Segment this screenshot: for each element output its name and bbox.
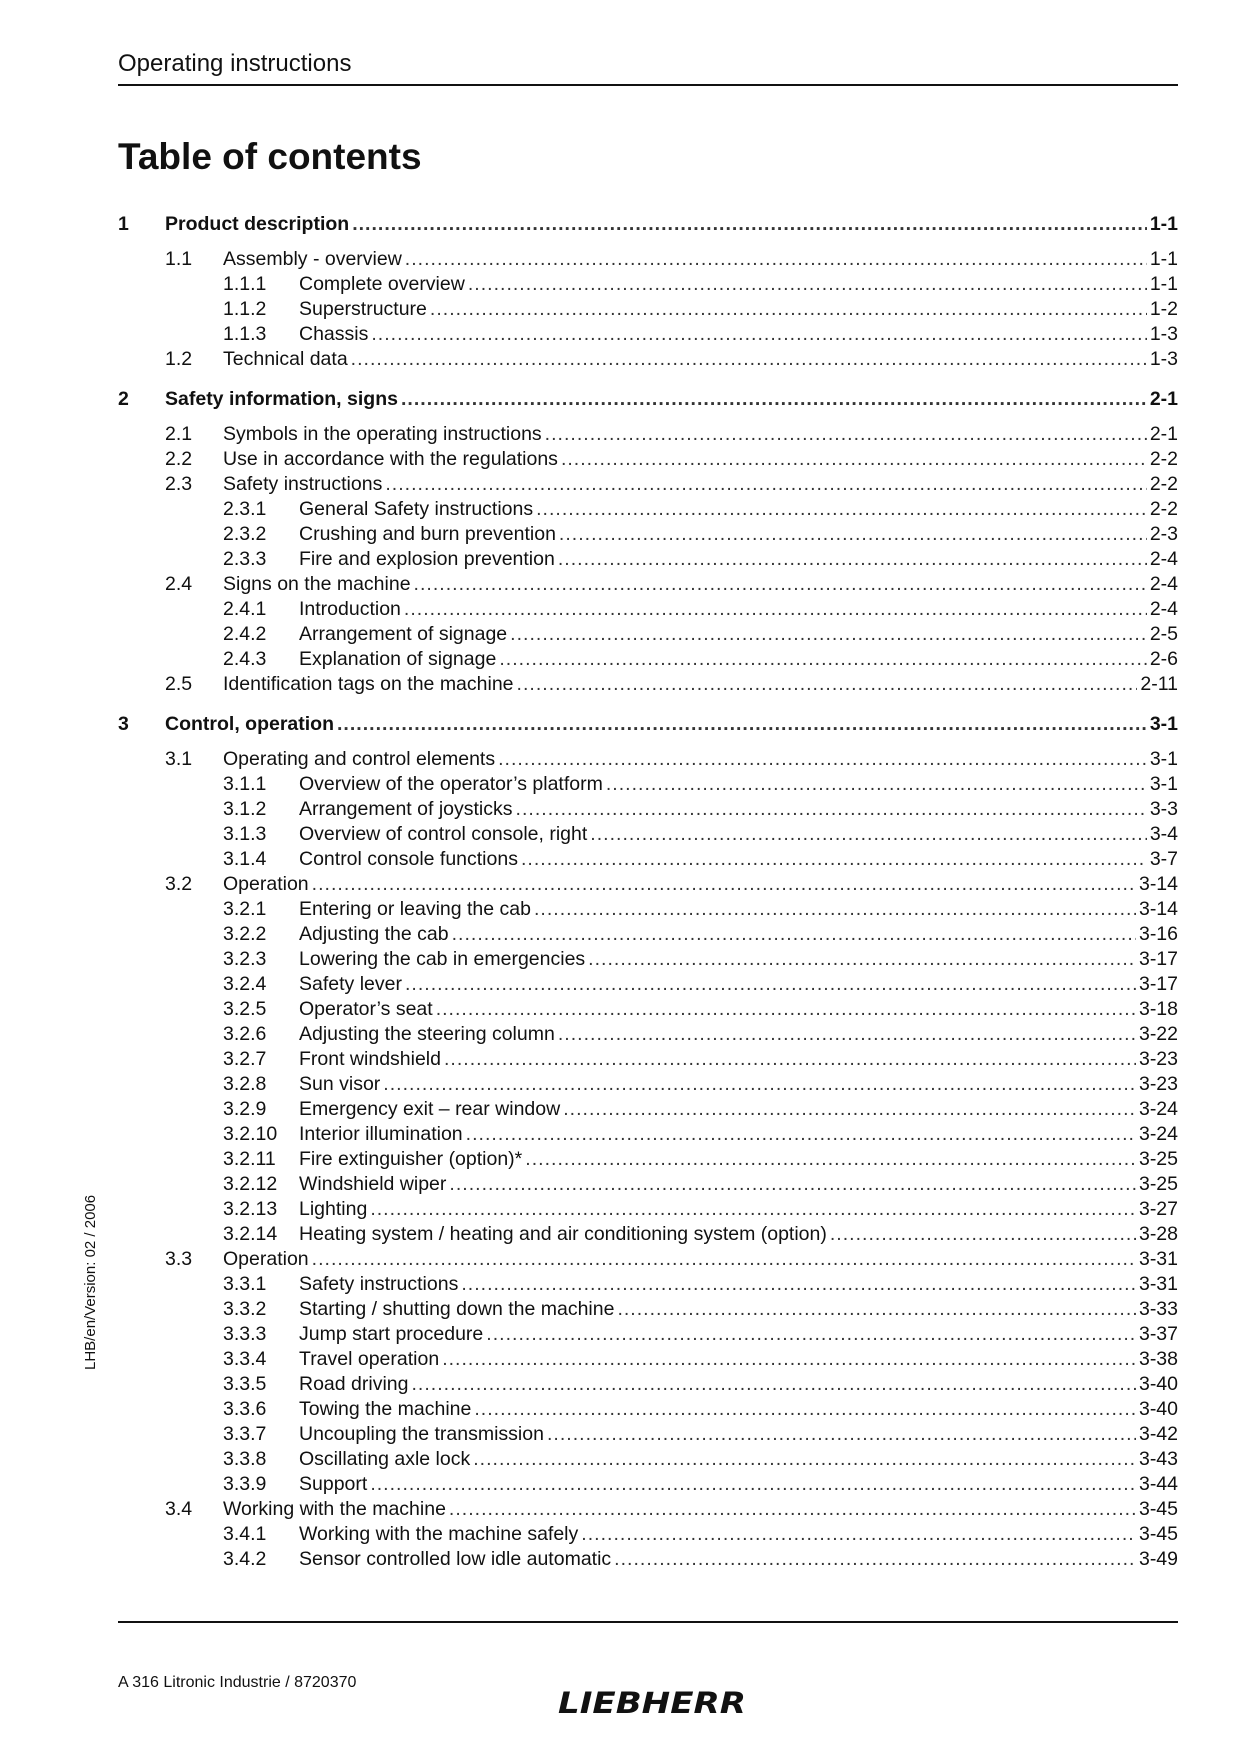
toc-entry-page: 3-27: [1138, 1198, 1178, 1220]
toc-entry-title: Product description: [165, 213, 350, 235]
toc-entry-number: 3.2.11: [223, 1148, 276, 1170]
toc-section-entry[interactable]: [118, 472, 1178, 497]
toc-entry-title: Support: [299, 1473, 368, 1495]
dot-leader: [558, 1022, 1136, 1047]
toc-entry-number: 3.4: [165, 1498, 193, 1520]
toc-entry-number: 3.2.3: [223, 948, 267, 970]
toc-entry-number: 1.1: [165, 248, 193, 270]
toc-section-entry[interactable]: [118, 872, 1178, 897]
dot-leader: [405, 972, 1136, 997]
toc-entry-title: Identification tags on the machine: [223, 673, 514, 695]
dot-leader: [404, 597, 1147, 622]
toc-entry-page: 2-4: [1149, 548, 1178, 570]
toc-entry-page: 3-33: [1138, 1298, 1178, 1320]
toc-section-entry[interactable]: [118, 347, 1178, 372]
toc-entry-title: Assembly - overview: [223, 248, 402, 270]
toc-subsection-entry[interactable]: [118, 597, 1178, 622]
toc-entry-title: Complete overview: [299, 273, 465, 295]
toc-entry-number: 3.2.4: [223, 973, 267, 995]
dot-leader: [401, 387, 1147, 412]
toc-entry-number: 3.2.13: [223, 1198, 278, 1220]
dot-leader: [449, 1497, 1136, 1522]
toc-entry-page: 2-2: [1149, 498, 1178, 520]
toc-entry-page: 2-1: [1149, 423, 1178, 445]
toc-subsection-entry[interactable]: [118, 847, 1178, 872]
toc-entry-title: Arrangement of joysticks: [299, 798, 513, 820]
toc-subsection-entry[interactable]: [118, 497, 1178, 522]
dot-leader: [312, 872, 1136, 897]
toc-entry-number: 3.1.3: [223, 823, 267, 845]
dot-leader: [452, 922, 1136, 947]
dot-leader: [436, 997, 1136, 1022]
toc-entry-title: Control console functions: [299, 848, 518, 870]
toc-entry-page: 2-2: [1149, 448, 1178, 470]
toc-subsection-entry[interactable]: [118, 297, 1178, 322]
toc-entry-title: Front windshield: [299, 1048, 441, 1070]
logo-wordmark: LIEBHERR: [558, 1687, 746, 1717]
toc-entry-page: 3-17: [1138, 948, 1178, 970]
toc-entry-page: 3-45: [1138, 1523, 1178, 1545]
toc-entry-title: Road driving: [299, 1373, 409, 1395]
dot-leader: [581, 1522, 1136, 1547]
toc-subsection-entry[interactable]: [118, 1547, 1178, 1572]
toc-chapter-heading[interactable]: [118, 212, 1178, 237]
table-of-contents: [118, 212, 1178, 1587]
toc-entry-title: Windshield wiper: [299, 1173, 447, 1195]
toc-entry-page: 3-1: [1149, 713, 1178, 735]
toc-entry-page: 3-23: [1138, 1048, 1178, 1070]
dot-leader: [430, 297, 1147, 322]
toc-subsection-entry[interactable]: [118, 1447, 1178, 1472]
toc-subsection-entry[interactable]: [118, 1047, 1178, 1072]
dot-leader: [385, 472, 1146, 497]
toc-entry-number: 1.1.3: [223, 323, 267, 345]
toc-entry-page: 2-4: [1149, 598, 1178, 620]
dot-leader: [383, 1072, 1136, 1097]
toc-entry-title: Entering or leaving the cab: [299, 898, 531, 920]
toc-entry-page: 3-43: [1138, 1448, 1178, 1470]
dot-leader: [312, 1247, 1136, 1272]
dot-leader: [337, 712, 1147, 737]
toc-chapter-heading[interactable]: [118, 712, 1178, 737]
toc-entry-number: 3: [118, 713, 129, 735]
toc-subsection-entry[interactable]: [118, 522, 1178, 547]
toc-entry-title: Operation: [223, 873, 309, 895]
toc-entry-page: 3-1: [1149, 773, 1178, 795]
dot-leader: [442, 1347, 1136, 1372]
toc-entry-number: 1.1.2: [223, 298, 267, 320]
dot-leader: [558, 547, 1147, 572]
toc-entry-title: Working with the machine: [223, 1498, 446, 1520]
toc-entry-number: 3.1.2: [223, 798, 267, 820]
toc-entry-page: 3-25: [1138, 1173, 1178, 1195]
toc-subsection-entry[interactable]: [118, 647, 1178, 672]
toc-entry-page: 1-3: [1149, 348, 1178, 370]
toc-entry-title: Lowering the cab in emergencies: [299, 948, 586, 970]
dot-leader: [561, 447, 1147, 472]
toc-entry-page: 3-16: [1138, 923, 1178, 945]
toc-entry-number: 3.3.5: [223, 1373, 267, 1395]
toc-entry-number: 2.4.2: [223, 623, 267, 645]
toc-subsection-entry[interactable]: [118, 1272, 1178, 1297]
toc-entry-title: Technical data: [223, 348, 348, 370]
toc-entry-title: Jump start procedure: [299, 1323, 484, 1345]
toc-subsection-entry[interactable]: [118, 322, 1178, 347]
toc-chapter-2: [118, 387, 1178, 697]
toc-entry-title: Fire and explosion prevention: [299, 548, 555, 570]
toc-entry-title: Uncoupling the transmission: [299, 1423, 544, 1445]
toc-section-entry[interactable]: [118, 747, 1178, 772]
dot-leader: [370, 1197, 1136, 1222]
dot-leader: [563, 1097, 1136, 1122]
toc-entry-page: 3-44: [1138, 1473, 1178, 1495]
toc-entry-page: 3-31: [1138, 1273, 1178, 1295]
toc-entry-number: 3.3: [165, 1248, 193, 1270]
toc-chapter-heading[interactable]: [118, 387, 1178, 412]
toc-entry-number: 2.1: [165, 423, 193, 445]
running-header: Operating instructions: [118, 50, 352, 77]
dot-leader: [370, 1472, 1136, 1497]
dot-leader: [499, 647, 1146, 672]
toc-entry-number: 3.2.9: [223, 1098, 267, 1120]
toc-entry-page: 3-25: [1138, 1148, 1178, 1170]
toc-subsection-entry[interactable]: [118, 1472, 1178, 1497]
toc-subsection-entry[interactable]: [118, 1397, 1178, 1422]
toc-chapter-3: [118, 712, 1178, 1572]
toc-entry-title: Overview of control console, right: [299, 823, 588, 845]
toc-section-entry[interactable]: [118, 247, 1178, 272]
dot-leader: [547, 1422, 1136, 1447]
toc-subsection-entry[interactable]: [118, 1122, 1178, 1147]
dot-leader: [371, 322, 1146, 347]
toc-entry-title: Sun visor: [299, 1073, 381, 1095]
toc-entry-number: 2.4.1: [223, 598, 267, 620]
toc-entry-page: 1-1: [1149, 213, 1178, 235]
dot-leader: [525, 1147, 1136, 1172]
toc-entry-number: 3.2.5: [223, 998, 267, 1020]
toc-entry-title: Use in accordance with the regulations: [223, 448, 558, 470]
dot-leader: [545, 422, 1147, 447]
toc-entry-page: 3-37: [1138, 1323, 1178, 1345]
dot-leader: [351, 347, 1147, 372]
toc-section-entry[interactable]: [118, 447, 1178, 472]
toc-entry-title: Travel operation: [299, 1348, 440, 1370]
toc-entry-title: Oscillating axle lock: [299, 1448, 471, 1470]
toc-subsection-entry[interactable]: [118, 1522, 1178, 1547]
toc-entry-page: 2-3: [1149, 523, 1178, 545]
toc-entry-page: 3-14: [1138, 873, 1178, 895]
dot-leader: [444, 1047, 1136, 1072]
toc-entry-page: 3-3: [1149, 798, 1178, 820]
toc-entry-page: 3-7: [1149, 848, 1178, 870]
dot-leader: [521, 847, 1147, 872]
toc-subsection-entry[interactable]: [118, 972, 1178, 997]
toc-entry-title: General Safety instructions: [299, 498, 534, 520]
toc-entry-number: 3.3.9: [223, 1473, 267, 1495]
toc-entry-number: 3.2.12: [223, 1173, 278, 1195]
toc-entry-number: 3.2.7: [223, 1048, 267, 1070]
toc-entry-number: 1: [118, 213, 129, 235]
toc-entry-title: Safety information, signs: [165, 388, 398, 410]
toc-entry-number: 2.3.2: [223, 523, 267, 545]
toc-entry-page: 3-49: [1138, 1548, 1178, 1570]
dot-leader: [588, 947, 1136, 972]
toc-entry-page: 2-2: [1149, 473, 1178, 495]
toc-entry-number: 3.3.2: [223, 1298, 267, 1320]
toc-entry-number: 3.2.6: [223, 1023, 267, 1045]
toc-section-entry[interactable]: [118, 672, 1178, 697]
toc-entry-page: 2-11: [1140, 673, 1178, 695]
page-title: Table of contents: [118, 136, 422, 177]
toc-subsection-entry[interactable]: [118, 797, 1178, 822]
toc-section-entry[interactable]: [118, 1247, 1178, 1272]
toc-entry-page: 3-1: [1149, 748, 1178, 770]
toc-subsection-entry[interactable]: [118, 822, 1178, 847]
toc-entry-number: 3.2: [165, 873, 193, 895]
toc-entry-number: 3.4.2: [223, 1548, 267, 1570]
toc-entry-page: 3-28: [1138, 1223, 1178, 1245]
toc-entry-page: 1-1: [1149, 248, 1178, 270]
toc-subsection-entry[interactable]: [118, 772, 1178, 797]
toc-entry-page: 2-5: [1149, 623, 1178, 645]
toc-entry-title: Starting / shutting down the machine: [299, 1298, 615, 1320]
toc-entry-title: Heating system / heating and air conditioning system (option): [299, 1223, 827, 1245]
toc-entry-page: 2-6: [1149, 648, 1178, 670]
toc-subsection-entry[interactable]: [118, 1297, 1178, 1322]
toc-subsection-entry[interactable]: [118, 922, 1178, 947]
toc-entry-number: 2.4: [165, 573, 193, 595]
toc-entry-number: 3.2.14: [223, 1223, 278, 1245]
dot-leader: [468, 272, 1147, 297]
toc-entry-title: Symbols in the operating instructions: [223, 423, 542, 445]
toc-entry-page: 1-1: [1149, 273, 1178, 295]
toc-entry-number: 3.2.10: [223, 1123, 278, 1145]
toc-entry-number: 3.3.8: [223, 1448, 267, 1470]
toc-entry-number: 3.1.4: [223, 848, 267, 870]
toc-entry-title: Interior illumination: [299, 1123, 463, 1145]
dot-leader: [498, 747, 1147, 772]
dot-leader: [536, 497, 1147, 522]
toc-entry-page: 1-2: [1149, 298, 1178, 320]
dot-leader: [590, 822, 1147, 847]
toc-entry-title: Sensor controlled low idle automatic: [299, 1548, 612, 1570]
dot-leader: [352, 212, 1147, 237]
toc-entry-number: 3.4.1: [223, 1523, 267, 1545]
dot-leader: [510, 622, 1147, 647]
toc-entry-title: Towing the machine: [299, 1398, 472, 1420]
dot-leader: [405, 247, 1147, 272]
toc-entry-title: Fire extinguisher (option)*: [299, 1148, 523, 1170]
toc-subsection-entry[interactable]: [118, 1222, 1178, 1247]
toc-entry-title: Introduction: [299, 598, 401, 620]
toc-subsection-entry[interactable]: [118, 947, 1178, 972]
toc-entry-number: 2: [118, 388, 129, 410]
toc-entry-number: 3.3.4: [223, 1348, 267, 1370]
toc-entry-page: 3-31: [1138, 1248, 1178, 1270]
dot-leader: [473, 1447, 1136, 1472]
footer-divider: [118, 1621, 1178, 1623]
toc-entry-number: 1.2: [165, 348, 193, 370]
toc-entry-title: Superstructure: [299, 298, 427, 320]
toc-subsection-entry[interactable]: [118, 622, 1178, 647]
toc-entry-number: 3.3.3: [223, 1323, 267, 1345]
dot-leader: [461, 1272, 1136, 1297]
toc-entry-number: 3.3.6: [223, 1398, 267, 1420]
toc-entry-page: 3-24: [1138, 1098, 1178, 1120]
toc-subsection-entry[interactable]: [118, 547, 1178, 572]
dot-leader: [614, 1547, 1136, 1572]
toc-entry-page: 3-42: [1138, 1423, 1178, 1445]
toc-subsection-entry[interactable]: [118, 1197, 1178, 1222]
dot-leader: [411, 1372, 1135, 1397]
toc-entry-number: 2.4.3: [223, 648, 267, 670]
toc-entry-number: 1.1.1: [223, 273, 267, 295]
toc-entry-title: Lighting: [299, 1198, 368, 1220]
dot-leader: [606, 772, 1147, 797]
toc-subsection-entry[interactable]: [118, 897, 1178, 922]
toc-entry-page: 3-38: [1138, 1348, 1178, 1370]
toc-entry-number: 2.2: [165, 448, 193, 470]
toc-entry-title: Emergency exit – rear window: [299, 1098, 561, 1120]
toc-entry-page: 3-17: [1138, 973, 1178, 995]
toc-entry-number: 2.5: [165, 673, 193, 695]
toc-section-entry[interactable]: [118, 572, 1178, 597]
toc-entry-title: Safety instructions: [223, 473, 383, 495]
toc-entry-number: 2.3.1: [223, 498, 267, 520]
toc-section-entry[interactable]: [118, 422, 1178, 447]
toc-subsection-entry[interactable]: [118, 1022, 1178, 1047]
toc-entry-page: 1-3: [1149, 323, 1178, 345]
toc-subsection-entry[interactable]: [118, 1097, 1178, 1122]
toc-entry-page: 3-24: [1138, 1123, 1178, 1145]
dot-leader: [517, 672, 1138, 697]
toc-entry-page: 3-23: [1138, 1073, 1178, 1095]
toc-section-entry[interactable]: [118, 1497, 1178, 1522]
toc-entry-title: Operation: [223, 1248, 309, 1270]
dot-leader: [414, 572, 1147, 597]
toc-entry-title: Working with the machine safely: [299, 1523, 579, 1545]
dot-leader: [830, 1222, 1136, 1247]
toc-entry-title: Adjusting the cab: [299, 923, 449, 945]
toc-entry-title: Control, operation: [165, 713, 334, 735]
toc-entry-title: Arrangement of signage: [299, 623, 508, 645]
dot-leader: [449, 1172, 1136, 1197]
toc-entry-page: 3-18: [1138, 998, 1178, 1020]
toc-entry-title: Chassis: [299, 323, 369, 345]
footer-document-id: A 316 Litronic Industrie / 8720370: [118, 1674, 357, 1691]
toc-subsection-entry[interactable]: [118, 1322, 1178, 1347]
toc-subsection-entry[interactable]: [118, 1347, 1178, 1372]
dot-leader: [559, 522, 1147, 547]
toc-entry-title: Explanation of signage: [299, 648, 497, 670]
dot-leader: [474, 1397, 1136, 1422]
toc-entry-title: Overview of the operator’s platform: [299, 773, 603, 795]
dot-leader: [466, 1122, 1136, 1147]
toc-subsection-entry[interactable]: [118, 1422, 1178, 1447]
toc-subsection-entry[interactable]: [118, 272, 1178, 297]
toc-entry-title: Safety lever: [299, 973, 402, 995]
version-side-note: LHB/en/Version: 02 / 2006: [82, 1194, 99, 1370]
liebherr-logo-icon: [556, 1687, 748, 1717]
toc-chapter-1: [118, 212, 1178, 372]
toc-entry-title: Operator’s seat: [299, 998, 433, 1020]
toc-entry-page: 3-40: [1138, 1398, 1178, 1420]
toc-entry-page: 3-14: [1138, 898, 1178, 920]
toc-subsection-entry[interactable]: [118, 1372, 1178, 1397]
toc-entry-title: Adjusting the steering column: [299, 1023, 555, 1045]
toc-entry-number: 3.1: [165, 748, 193, 770]
dot-leader: [486, 1322, 1136, 1347]
toc-subsection-entry[interactable]: [118, 997, 1178, 1022]
toc-entry-title: Operating and control elements: [223, 748, 496, 770]
toc-entry-page: 2-4: [1149, 573, 1178, 595]
toc-entry-number: 3.2.1: [223, 898, 267, 920]
dot-leader: [516, 797, 1147, 822]
dot-leader: [617, 1297, 1136, 1322]
toc-entry-title: Crushing and burn prevention: [299, 523, 556, 545]
toc-entry-number: 3.3.7: [223, 1423, 267, 1445]
toc-subsection-entry[interactable]: [118, 1072, 1178, 1097]
toc-entry-page: 3-40: [1138, 1373, 1178, 1395]
toc-entry-number: 3.3.1: [223, 1273, 267, 1295]
dot-leader: [534, 897, 1136, 922]
toc-entry-page: 3-45: [1138, 1498, 1178, 1520]
header-divider: [118, 84, 1178, 86]
toc-entry-number: 2.3: [165, 473, 193, 495]
toc-subsection-entry[interactable]: [118, 1147, 1178, 1172]
toc-subsection-entry[interactable]: [118, 1172, 1178, 1197]
toc-entry-title: Safety instructions: [299, 1273, 459, 1295]
toc-entry-page: 3-4: [1149, 823, 1178, 845]
toc-entry-number: 3.1.1: [223, 773, 267, 795]
toc-entry-title: Signs on the machine: [223, 573, 411, 595]
toc-entry-number: 3.2.2: [223, 923, 267, 945]
toc-entry-number: 3.2.8: [223, 1073, 267, 1095]
toc-entry-page: 2-1: [1149, 388, 1178, 410]
toc-entry-page: 3-22: [1138, 1023, 1178, 1045]
toc-entry-number: 2.3.3: [223, 548, 267, 570]
